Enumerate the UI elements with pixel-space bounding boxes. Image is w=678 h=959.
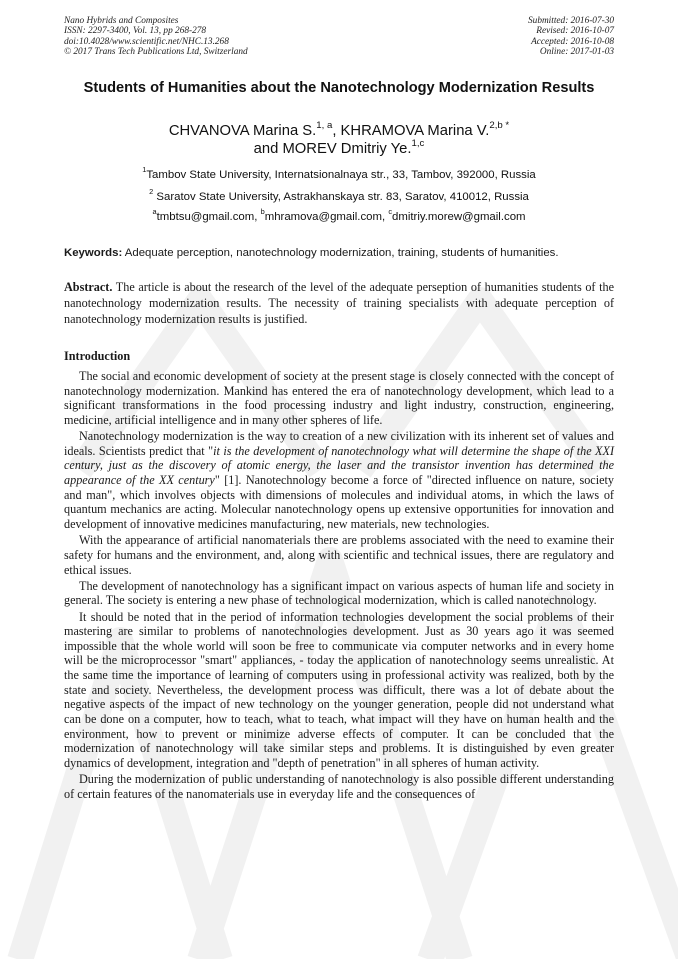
date-submitted: Submitted: 2016-07-30 bbox=[528, 16, 614, 26]
author-3: MOREV Dmitriy Ye. bbox=[282, 141, 412, 157]
journal-name: Nano Hybrids and Composites bbox=[64, 16, 179, 26]
author-1-affil: 1, a bbox=[316, 120, 333, 132]
paragraph-4: The development of nanotechnology has a significant impact on various aspects of human life and society in general. The society is entering a new phase of technological modernization, which is called nanotechnology. bbox=[64, 578, 614, 608]
email-c: dmitriy.morew@gmail.com bbox=[392, 211, 526, 223]
email-c-marker: c bbox=[388, 207, 393, 217]
author-and: and bbox=[253, 141, 283, 157]
email-a-marker: a bbox=[152, 207, 157, 217]
paragraph-2-start: Nanotechnology modernization is the way to creation of a new civilization with its inherent set of values and ideals. Scientists predict that " bbox=[64, 429, 614, 458]
email-list bbox=[64, 207, 614, 224]
affiliation-2-text: Saratov State University, Astrakhanskaya str. 83, Saratov, 410012, Russia bbox=[153, 191, 529, 203]
keywords-text: Adequate perception, nanotechnology modernization, training, students of humanities. bbox=[122, 247, 559, 259]
journal-doi: doi:10.4028/www.scientific.net/NHC.13.268 bbox=[64, 36, 229, 47]
date-revised: Revised: 2016-10-07 bbox=[536, 26, 614, 37]
author-2: KHRAMOVA Marina V. bbox=[340, 123, 490, 139]
paragraph-2 bbox=[64, 429, 614, 532]
publication-dates bbox=[528, 16, 614, 58]
paper-title: Students of Humanities about the Nanotechnology Modernization Results bbox=[83, 80, 595, 96]
introduction-body bbox=[64, 369, 614, 802]
affiliation-1-marker: 1 bbox=[142, 165, 147, 175]
date-online: Online: 2017-01-03 bbox=[539, 47, 614, 58]
abstract-text: The article is about the research of the level of the adequate perseption of humanities students of the nanotechnology modernization results. The necessity of training specialists with adequate perception of nanotechnology modernization results is justified. bbox=[64, 280, 614, 327]
affiliation-1 bbox=[64, 165, 614, 182]
paragraph-1: The social and economic development of society at the present stage is closely connected with the concept of nanotechnology modernization. Mankind has entered the era of nanotechnology development, which lead to a significant transformations in the food processing industry and light industry, construction, engineering, medicine, artificial intelligence and in many other spheres of life. bbox=[64, 369, 614, 427]
date-accepted: Accepted: 2016-10-08 bbox=[531, 36, 614, 47]
author-2-affil: 2,b * bbox=[489, 120, 510, 132]
author-3-affil: 1,c bbox=[411, 138, 425, 150]
email-a: tmbtsu@gmail.com, bbox=[156, 211, 261, 223]
paragraph-2-quote: it is the development of nanotechnology what will determine the shape of the XXI century, just as the discovery of atomic energy, the laser and the transistor invention has determined the appearance of the XX century bbox=[64, 443, 614, 488]
paragraph-3: With the appearance of artificial nanomaterials there are problems associated with the need to examine their safety for humans and the environment, and, along with scientific and technical issues, there are regulatory and ethical issues. bbox=[64, 533, 614, 577]
journal-issn: ISSN: 2297-3400, Vol. 13, pp 268-278 bbox=[64, 26, 207, 37]
journal-copyright: © 2017 Trans Tech Publications Ltd, Switzerland bbox=[64, 47, 248, 58]
abstract-label: Abstract. bbox=[64, 280, 113, 294]
author-1: CHVANOVA Marina S. bbox=[168, 123, 317, 139]
keywords bbox=[64, 246, 620, 260]
affiliation-1-text: Tambov State University, Internatsionalnaya str., 33, Tambov, 392000, Russia bbox=[146, 169, 536, 181]
keywords-label: Keywords: bbox=[64, 247, 123, 259]
author-list bbox=[64, 122, 614, 158]
section-heading-introduction: Introduction bbox=[64, 349, 131, 363]
author-separator: , bbox=[332, 123, 341, 139]
journal-info bbox=[64, 16, 248, 58]
paragraph-5: It should be noted that in the period of information technologies development the social problems of their mastering are similar to problems of nanotechnologies development. Just as 30 years ago it was seemed impossible that the whole world will soon be free to communicate via computer networks and in every home will be the microprocessor "smart" appliances, - today the application of nanotechnology seems unrealistic. At the same time the importance of learning of computers using in professional activity was realized, both by the state and society. Nevertheless, the development process was difficult, there was a lot of debate about the negative aspects of the impact of new technology on the younger generation, people did not understand what can be done on a computer, how to teach, what to teach, what impact will they have on human health and the environment, how to prevent or minimize adverse effects of computer. It can be concluded that the modernization of nanotechnology will take similar steps and problems. It is distinguished by even greater dynamics of development, integration and "depth of penetration" in all spheres of human activity. bbox=[64, 609, 614, 771]
email-b-marker: b bbox=[260, 207, 265, 217]
affiliation-2-marker: 2 bbox=[149, 187, 154, 197]
email-b: mhramova@gmail.com, bbox=[264, 211, 389, 223]
affiliation-2 bbox=[64, 187, 614, 204]
abstract bbox=[64, 279, 614, 328]
paragraph-6: During the modernization of public understanding of nanotechnology is also possible different understanding of certain features of the nanomaterials use in everyday life and the consequences of bbox=[64, 772, 614, 801]
paragraph-2-end: " [1]. Nanotechnology become a force of "directed influence on nature, society and man", which involves objects with dimensions of molecules and individual atoms, in which the laws of quantum mechanics are acting. Molecular nanotechnology opens up extensive opportunities for innovation and development of innovative medicines manufacturing, new materials, new technologies. bbox=[64, 473, 614, 532]
